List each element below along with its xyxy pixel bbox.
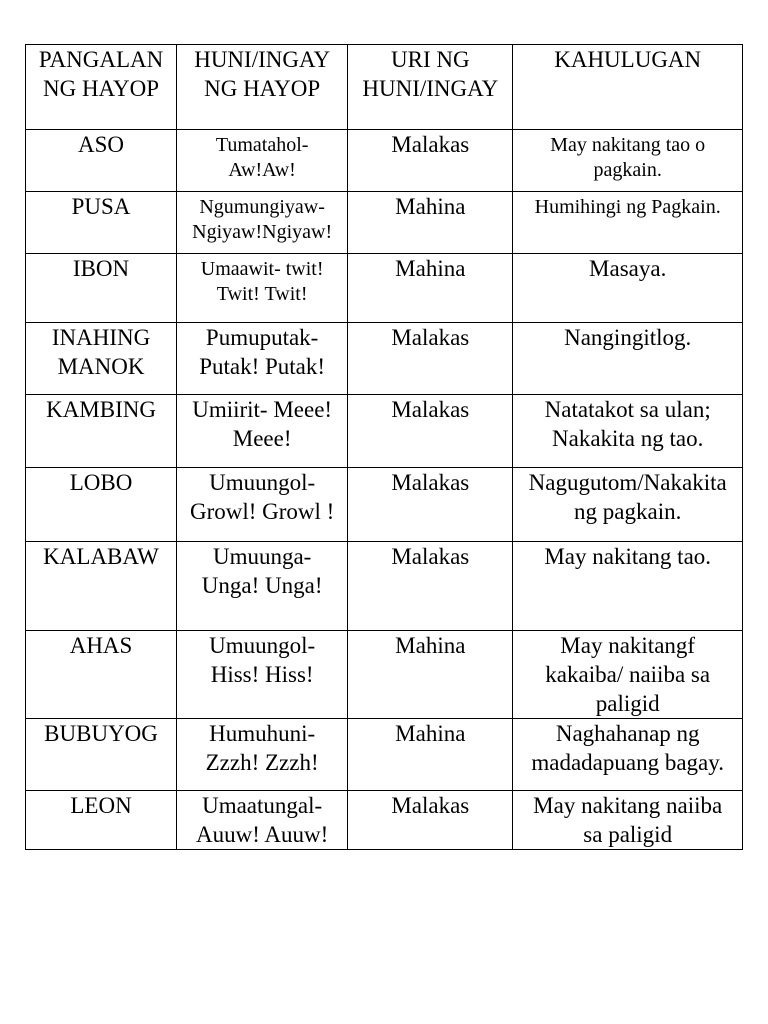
sound-type-cell: Mahina xyxy=(348,192,513,254)
animal-name-cell: LOBO xyxy=(26,468,177,542)
table-header-row xyxy=(26,45,743,130)
meaning-cell: Natatakot sa ulan; Nakakita ng tao. xyxy=(513,395,743,468)
table-row xyxy=(26,468,743,542)
sound-type-cell: Mahina xyxy=(348,254,513,323)
table-row xyxy=(26,192,743,254)
animal-sound-cell: Umuunga- Unga! Unga! xyxy=(177,542,348,631)
animal-sound-cell: Umuungol- Growl! Growl ! xyxy=(177,468,348,542)
animal-sound-cell: Umaatungal- Auuw! Auuw! xyxy=(177,791,348,850)
meaning-cell: May nakitang tao. xyxy=(513,542,743,631)
animal-sound-cell: Humuhuni- Zzzh! Zzzh! xyxy=(177,719,348,791)
animal-sounds-table xyxy=(25,44,743,850)
header-meaning: KAHULUGAN xyxy=(513,45,743,130)
meaning-cell: Nagugutom/Nakakita ng pagkain. xyxy=(513,468,743,542)
table-row xyxy=(26,254,743,323)
table-row xyxy=(26,323,743,395)
sound-type-cell: Malakas xyxy=(348,468,513,542)
table-row xyxy=(26,631,743,719)
meaning-cell: May nakitang tao o pagkain. xyxy=(513,130,743,192)
animal-sound-cell: Umuungol- Hiss! Hiss! xyxy=(177,631,348,719)
animal-name-cell: AHAS xyxy=(26,631,177,719)
meaning-cell: Masaya. xyxy=(513,254,743,323)
table-row xyxy=(26,719,743,791)
meaning-cell: May nakitang naiiba sa paligid xyxy=(513,791,743,850)
sound-type-cell: Malakas xyxy=(348,791,513,850)
header-animal-sound: HUNI/INGAY NG HAYOP xyxy=(177,45,348,130)
table-row xyxy=(26,130,743,192)
animal-name-cell: KAMBING xyxy=(26,395,177,468)
animal-sound-cell: Umiirit- Meee! Meee! xyxy=(177,395,348,468)
animal-name-cell: ASO xyxy=(26,130,177,192)
sound-type-cell: Malakas xyxy=(348,542,513,631)
animal-name-cell: INAHING MANOK xyxy=(26,323,177,395)
sound-type-cell: Mahina xyxy=(348,631,513,719)
meaning-cell: May nakitangf kakaiba/ naiiba sa paligid xyxy=(513,631,743,719)
sound-type-cell: Malakas xyxy=(348,323,513,395)
animal-sound-cell: Ngumungiyaw- Ngiyaw!Ngiyaw! xyxy=(177,192,348,254)
animal-name-cell: BUBUYOG xyxy=(26,719,177,791)
meaning-cell: Humihingi ng Pagkain. xyxy=(513,192,743,254)
animal-sound-cell: Pumuputak- Putak! Putak! xyxy=(177,323,348,395)
animal-name-cell: IBON xyxy=(26,254,177,323)
table-row xyxy=(26,542,743,631)
meaning-cell: Nangingitlog. xyxy=(513,323,743,395)
header-animal-name: PANGALAN NG HAYOP xyxy=(26,45,177,130)
animal-name-cell: LEON xyxy=(26,791,177,850)
animal-sound-cell: Tumatahol- Aw!Aw! xyxy=(177,130,348,192)
sound-type-cell: Mahina xyxy=(348,719,513,791)
header-sound-type: URI NG HUNI/INGAY xyxy=(348,45,513,130)
table-row xyxy=(26,791,743,850)
sound-type-cell: Malakas xyxy=(348,395,513,468)
table-row xyxy=(26,395,743,468)
meaning-cell: Naghahanap ng madadapuang bagay. xyxy=(513,719,743,791)
animal-sound-cell: Umaawit- twit! Twit! Twit! xyxy=(177,254,348,323)
sound-type-cell: Malakas xyxy=(348,130,513,192)
animal-name-cell: PUSA xyxy=(26,192,177,254)
animal-name-cell: KALABAW xyxy=(26,542,177,631)
